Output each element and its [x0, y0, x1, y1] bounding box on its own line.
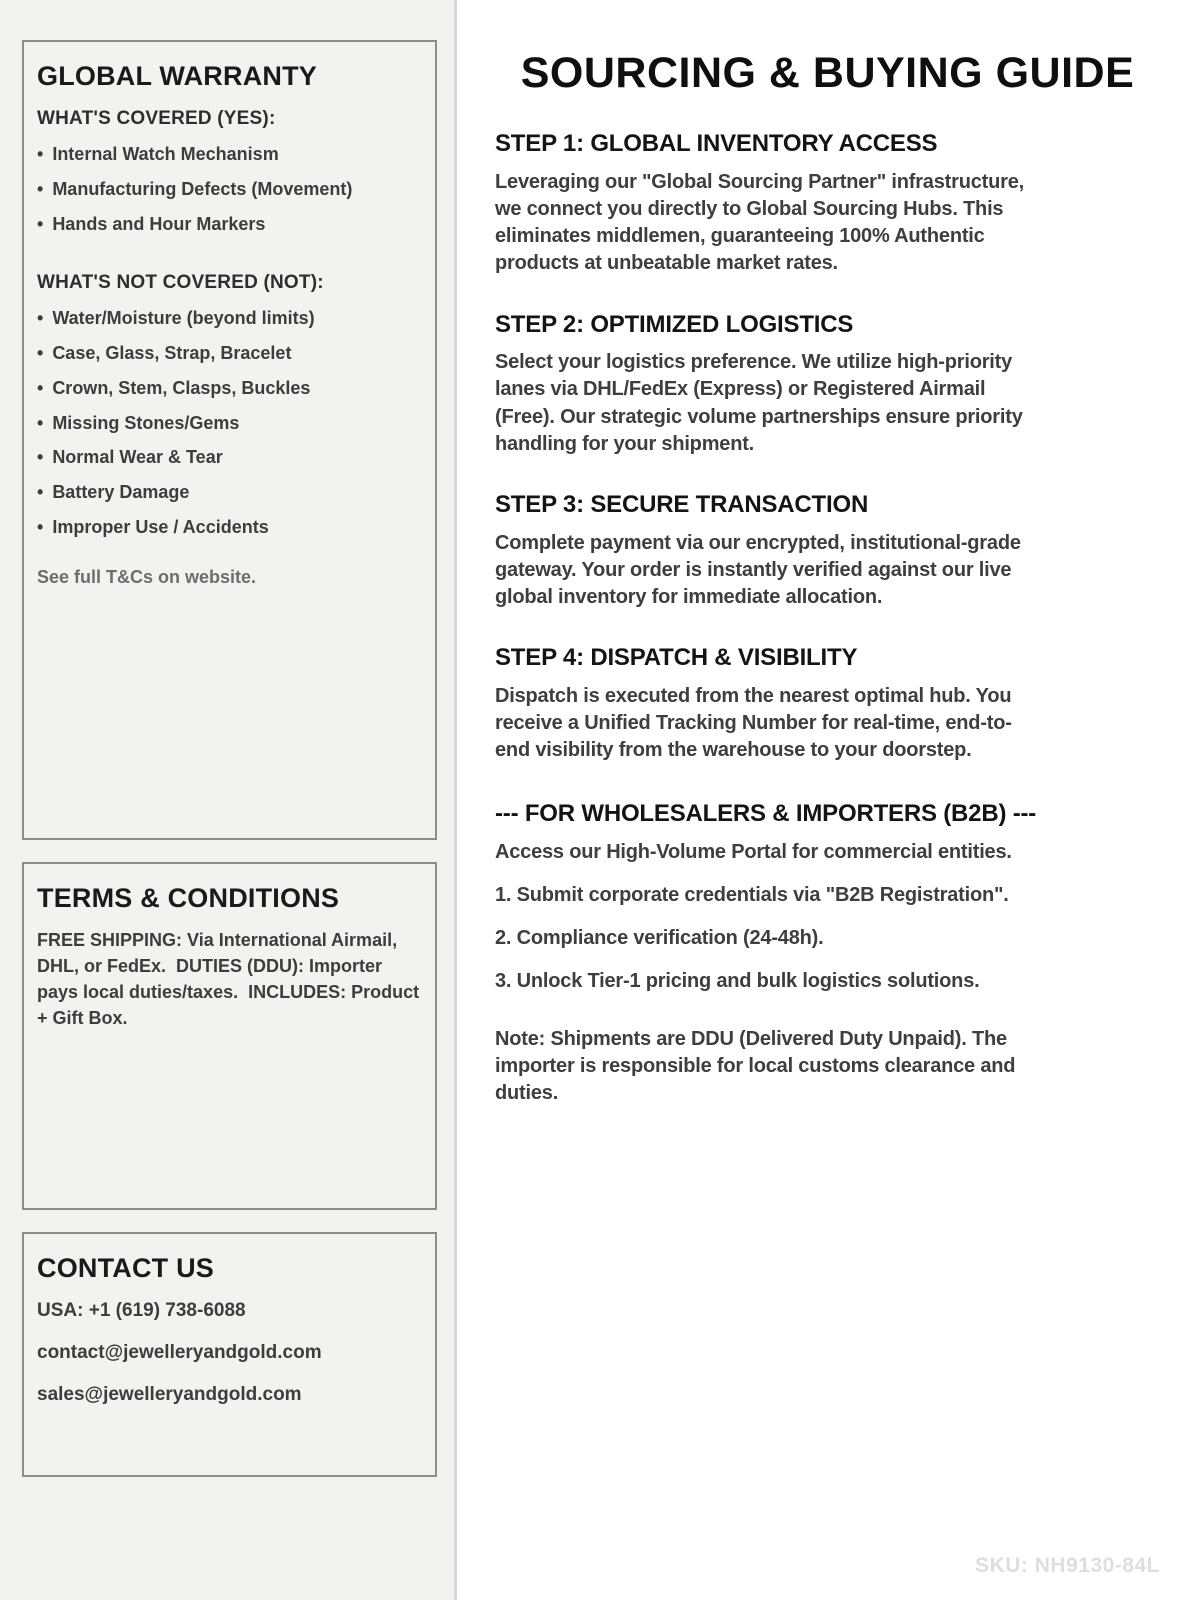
contact-email: contact@jewelleryandgold.com [37, 1342, 322, 1364]
b2b-heading: --- FOR WHOLESALERS & IMPORTERS (B2B) --- [495, 800, 1037, 828]
b2b-note: Note: Shipments are DDU (Delivered Duty Unpaid). The importer is responsible for local customs clearance and duties. [495, 1027, 1016, 1105]
step-3-section [495, 491, 1160, 611]
step-3-heading: STEP 3: SECURE TRANSACTION [495, 490, 869, 518]
not-covered-item: • Missing Stones/Gems [37, 413, 421, 434]
not-covered-item: • Improper Use / Accidents [37, 517, 421, 538]
b2b-step-3: 3. Unlock Tier-1 pricing and bulk logistics solutions. [495, 970, 980, 993]
terms-title: TERMS & CONDITIONS [37, 883, 340, 913]
covered-heading: WHAT'S COVERED (YES): [37, 108, 276, 130]
b2b-step-2: 2. Compliance verification (24-48h). [495, 927, 824, 950]
warranty-title: GLOBAL WARRANTY [37, 61, 317, 91]
not-covered-list [37, 308, 421, 537]
step-1-body: Leveraging our "Global Sourcing Partner" infrastructure, we connect you directly to Global Sourcing Hubs. This eliminates middlemen, guaranteeing 100% Authentic products at unbeatable market rates. [495, 170, 1024, 275]
step-2-heading: STEP 2: OPTIMIZED LOGISTICS [495, 310, 854, 338]
page-title: SOURCING & BUYING GUIDE [520, 49, 1135, 97]
step-2-body: Select your logistics preference. We utilize high-priority lanes via DHL/FedEx (Express) or Registered Airmail (Free). Our strategic volume partnerships ensure priority handling for your shipment. [495, 351, 1023, 455]
terms-card [22, 862, 437, 1210]
covered-item: • Internal Watch Mechanism [37, 144, 421, 165]
step-3-body: Complete payment via our encrypted, institutional-grade gateway. Your order is instantly verified against our live global inventory for immediate allocation. [495, 531, 1021, 608]
step-4-body: Dispatch is executed from the nearest optimal hub. You receive a Unified Tracking Number for real-time, end-to-end visibility from the warehouse to your doorstep. [495, 684, 1012, 762]
terms-body: FREE SHIPPING: Via International Airmail, DHL, or FedEx. DUTIES (DDU): Importer pays local duties/taxes. INCLUDES: Product + Gift Box. [37, 930, 425, 1028]
b2b-intro: Access our High-Volume Portal for commercial entities. [495, 840, 1012, 863]
step-2-section [495, 311, 1160, 458]
not-covered-item: • Case, Glass, Strap, Bracelet [37, 343, 421, 364]
step-4-section [495, 644, 1160, 764]
not-covered-item: • Crown, Stem, Clasps, Buckles [37, 378, 421, 399]
not-covered-item: • Battery Damage [37, 482, 421, 503]
covered-item: • Hands and Hour Markers [37, 214, 421, 235]
b2b-section [495, 800, 1160, 1107]
main-content [457, 0, 1200, 1600]
warranty-card [22, 40, 437, 840]
step-1-heading: STEP 1: GLOBAL INVENTORY ACCESS [495, 130, 938, 158]
sku-label: SKU: NH9130-84L [975, 1554, 1160, 1577]
step-4-heading: STEP 4: DISPATCH & VISIBILITY [495, 644, 858, 672]
contact-sales-email: sales@jewelleryandgold.com [37, 1384, 302, 1406]
not-covered-item: • Water/Moisture (beyond limits) [37, 308, 421, 329]
contact-phone: USA: +1 (619) 738-6088 [37, 1300, 246, 1322]
sidebar [0, 0, 457, 1600]
not-covered-heading: WHAT'S NOT COVERED (NOT): [37, 272, 324, 294]
warranty-footnote: See full T&Cs on website. [37, 567, 257, 588]
covered-item: • Manufacturing Defects (Movement) [37, 179, 421, 200]
covered-list [37, 144, 421, 234]
b2b-step-1: 1. Submit corporate credentials via "B2B Registration". [495, 884, 1009, 907]
contact-title: CONTACT US [37, 1253, 214, 1283]
contact-card [22, 1232, 437, 1477]
not-covered-item: • Normal Wear & Tear [37, 447, 421, 468]
step-1-section [495, 130, 1160, 277]
